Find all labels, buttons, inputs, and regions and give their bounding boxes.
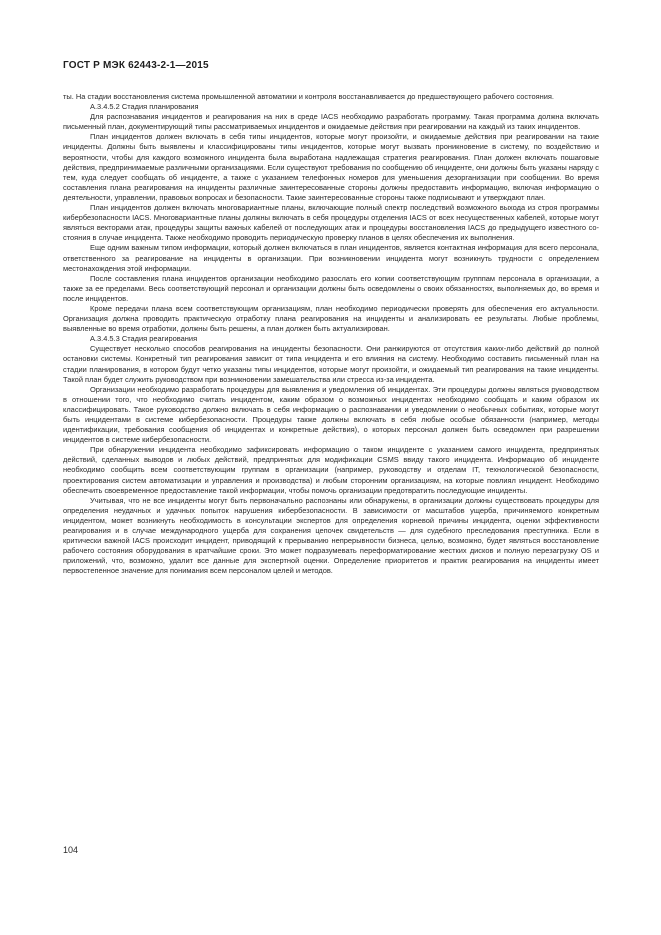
paragraph: ты. На стадии восстановления система промышленной автоматики и контроля восстанавливается до предшествующего рабочего состояния. bbox=[63, 92, 554, 101]
paragraph: План инцидентов должен включать многовариантные планы, включающие полный спектр последствий возможного выхода из строя программы кибербезопасности IACS. Многовариантные планы должны включать в себя процедуры отделения IACS от всех несущественных кабелей, которые могут являться векторами атак, процедуры защиты важных кабелей от последующих атак и процедуры восстановления IACS до предыдущего известного состояния в случае инцидента. Также необходимо проводить периодическую проверку планов в целях обеспечения их выполнения. bbox=[63, 203, 599, 243]
paragraph: При обнаружении инцидента необходимо зафиксировать информацию о таком инциденте с указанием самого инцидента, предпринятых действий, сделанных выводов и любых действий, предпринятых для модификации CSMS ввиду такого инцидента. Информацию об инциденте необходимо сообщить всем соответствующим группам в организации (например, руководству и отделам IT, технологической безопасности, проектирования систем автоматизации и управления и производства) и любым сторонним организациям, на которые повлиял инцидент. Необходимо обеспечить своевременное предоставление такой информации, чтобы помочь организации предотвратить последующие инциденты. bbox=[63, 445, 599, 495]
paragraph: Кроме передачи плана всем соответствующим организациям, план необходимо периодически проверять для обеспечения его актуальности. Организация должна проводить практическую отработку плана реагирования на инциденты и анализировать ее результаты. Любые проблемы, выявленные во время отработки, должны быть решены, а план должен быть актуализирован. bbox=[63, 303, 599, 334]
document-header: ГОСТ Р МЭК 62443-2-1—2015 bbox=[63, 60, 209, 71]
body-text bbox=[63, 92, 599, 577]
section-heading: А.3.4.5.3 Стадия реагирования bbox=[90, 334, 198, 344]
paragraph: Еще одним важным типом информации, который должен включаться в план инцидентов, является контактная информация для всего персонала, ответственного за реагирование на инциденты в организации. При возникновении инцидента могут возникнуть трудности с определением местонахождения этой информации. bbox=[63, 243, 599, 273]
page-number: 104 bbox=[63, 845, 79, 855]
section-heading: А.3.4.5.2 Стадия планирования bbox=[90, 102, 199, 112]
paragraph: Учитывая, что не все инциденты могут быть первоначально распознаны или обнаружены, в организации должны существовать процедуры для определения неудачных и удачных попыток нарушения кибербезопасности. В зависимости от масштабов ущерба, причиняемого конкретным инцидентом, может возникнуть необходимость в консультации экспертов для определения корневой причины инцидента, оценки эффективности реагирования и в случае международного ущерба для сохранения цепочек свидетельств — для судебного преследования преступника. Если в критически важной IACS происходит инцидент, приводящий к прерыванию непрерывности бизнеса, целью, возможно, будет являться восстановление рабочего состояния оборудования в кратчайшие сроки. Это может подразумевать переформатирование жестких дисков и полную перезагрузку OS и приложений, что, возможно, удалит все данные для экспертной оценки. Определение приоритетов и практик реагирования на инциденты имеет первостепенное значение для понимания всем персоналом целей и методов. bbox=[63, 495, 599, 576]
paragraph: Существует несколько способов реагирования на инциденты безопасности. Они ранжируются от отсутствия каких-либо действий до полной остановки системы. Конкретный тип реагирования зависит от типа инцидента и его влияния на систему. Необходимо составить письменный план на стадии планирования, в котором будут четко указаны типы инцидентов, которые могут произойти, и ожидаемый тип реагирования на такие инциденты. Такой план будет служить руководством при возникновении замешательства или стресса из-за инцидента. bbox=[63, 344, 599, 384]
paragraph: После составления плана инцидентов организации необходимо разослать его копии соответствующим групппам персонала в организации, а также за ее пределами. Весь соответствующий персонал и организации должны быть осведомлены о своих обязанностях, выполняемых до, во время и после инцидентов. bbox=[63, 273, 599, 303]
paragraph: План инцидентов должен включать в себя типы инцидентов, которые могут произойти, и ожидаемые действия при реагировании на такие инциденты. Должны быть выявлены и классифицированы типы инцидентов, которые могут вызвать проникновение в систему, по воздействию и вероятности, чтобы для каждого возможного инцидента была выработана надлежащая стратегия реагирования. План должен включать пошаговые действия, предпринимаемые различными организациями. Если существуют требования по сообщению об инциденте, они должны быть указаны наряду с тем, куда следует сообщать об инциденте, а также с указанием телефонных номеров для уменьшения дезорганизации при сообщении. Во время составления плана реагирования на инциденты различные заинтересованные стороны должны предоставить информацию, включая информацию о деятельности, управлении, правовых вопросах и безопасности. Такие заинтересованные стороны также подписывают и утверждают план. bbox=[63, 132, 599, 202]
paragraph: Организации необходимо разработать процедуры для выявления и уведомления об инцидентах. Эти процедуры должны являться руководством в отношении того, что необходимо считать инцидентом, каким образом о возможных инцидентах необходимо сообщать и каким образом их классифицировать. Такое руководство должно включать в себя информацию о распознавании и уведомлении о необычных событиях, которые могут быть инцидентами в системе кибербезопасности. Процедуры также должны включать в себя любые особые обязанности (например, методы идентификации, требования сообщения об инцидентах и конкретные действия), о которых персонал должен быть осведомлен при разрешении инцидентов в системе кибербезопасности. bbox=[63, 384, 599, 445]
paragraph: Для распознавания инцидентов и реагирования на них в среде IACS необходимо разработать программу. Такая программа должна включать письменный план, документирующий типы рассматриваемых инцидентов и ожидаемые действия при реагировании на каждый из таких инцидентов. bbox=[63, 112, 599, 132]
